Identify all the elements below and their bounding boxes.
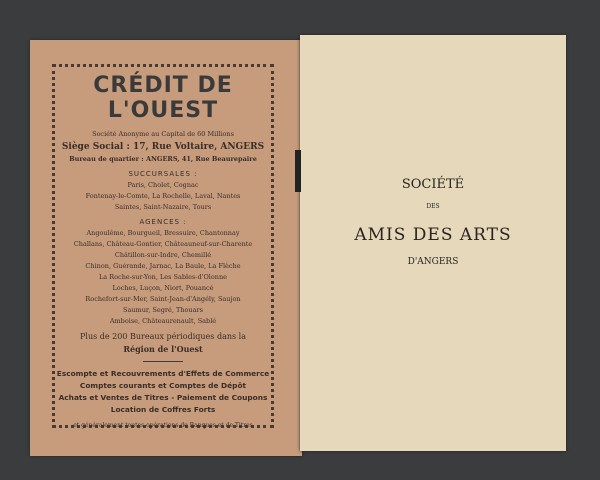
service-line: Comptes courants et Comptes de Dépôt [79,381,247,390]
bank-title: CRÉDIT DE L'OUEST [93,73,233,123]
agences-line: Rochefort-sur-Mer, Saint-Jean-d'Angély, Saujon [85,295,241,303]
siege-text: Siège Social : 17, Rue Voltaire, ANGERS [61,142,265,152]
agences-line: Châtillon-sur-Indre, Chemillé [114,251,212,259]
agences-line: Amboise, Châteaurenault, Sablé [109,317,217,325]
agences-line: Angoulême, Bourgueil, Bressuire, Chantonnay [86,229,240,237]
title-line-1: SOCIÉTÉ [401,177,465,192]
agences-heading: AGENCES : [139,218,187,226]
agences-line: La Roche-sur-Yon, Les Sables-d'Olonne [98,273,227,281]
capital-text: Société Anonyme au Capital de 60 Millions [92,130,234,138]
right-page-title [300,35,566,451]
succursales-line: Paris, Cholet, Cognac [127,181,199,189]
agences-line: Chinon, Guérande, Jarnac, La Baule, La Flèche [85,262,241,270]
succursales-heading: SUCCURSALES : [128,170,198,178]
ad-frame [52,64,274,428]
title-line-3: AMIS DES ARTS [354,225,512,245]
title-line-2: DES [426,203,440,210]
divider [143,361,183,362]
region-text: Région de l'Ouest [123,344,203,354]
agences-line: Challans, Château-Gontier, Châteauneuf-sur-Charente [73,240,253,248]
title-line-4: D'ANGERS [407,257,459,267]
left-page-advertisement [30,40,302,456]
succursales-line: Fontenay-le-Comte, La Rochelle, Laval, Nantes [85,192,241,200]
agences-line: Saumur, Segré, Thouars [123,306,203,314]
service-line: Escompte et Recouvrements d'Effets de Commerce [56,369,270,378]
service-line: Achats et Ventes de Titres - Paiement de Coupons [58,393,268,402]
footer-text: et généralement toutes opérations de Banques et de Titres [73,422,253,429]
bureaux-text: Plus de 200 Bureaux périodiques dans la [80,332,246,341]
bureau-text: Bureau de quartier : ANGERS, 41, Rue Beaurepaire [69,155,257,163]
succursales-line: Saintes, Saint-Nazaire, Tours [114,203,212,211]
binding-thread [295,150,301,192]
agences-line: Loches, Luçon, Niort, Pouancé [112,284,214,292]
service-line: Location de Coffres Forts [110,405,216,414]
